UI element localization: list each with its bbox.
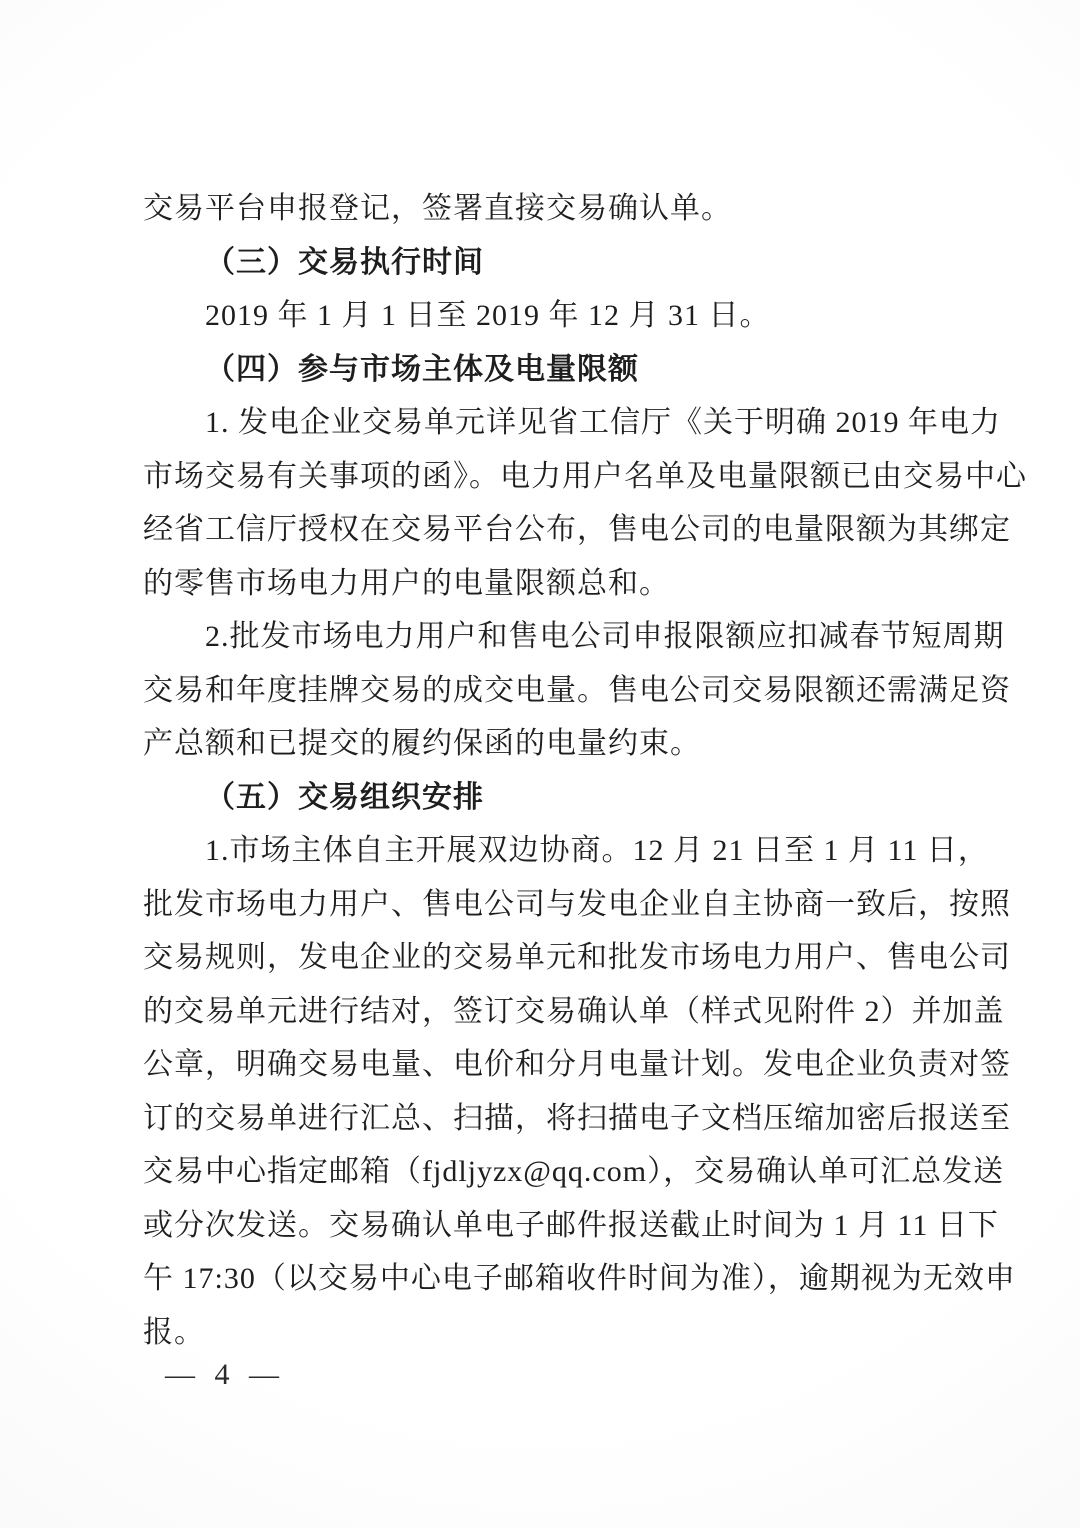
text-line: 交易和年度挂牌交易的成交电量。售电公司交易限额还需满足资 [143,673,1011,707]
text-line: 报。 [143,1315,205,1349]
text-line: 经省工信厅授权在交易平台公布，售电公司的电量限额为其绑定 [143,513,1011,546]
text-line: 交易中心指定邮箱（fjdljyzx@qq.com），交易确认单可汇总发送 [143,1155,1005,1188]
document-body [143,182,1027,1359]
text-line: 的零售市场电力用户的电量限额总和。 [143,566,670,600]
page-number: — 4 — [165,1358,285,1391]
text-line: 午 17:30（以交易中心电子邮箱收件时间为准），逾期视为无效申 [143,1262,1016,1295]
text-line: 或分次发送。交易确认单电子邮件报送截止时间为 1 月 11 日下 [143,1208,999,1242]
text-line: 市场交易有关事项的函》。电力用户名单及电量限额已由交易中心 [143,459,1027,493]
text-line: 订的交易单进行汇总、扫描，将扫描电子文档压缩加密后报送至 [143,1101,1011,1135]
text-line: 2.批发市场电力用户和售电公司申报限额应扣减春节短周期 [205,620,1005,653]
text-line: 产总额和已提交的履约保函的电量约束。 [143,727,701,760]
text-line: 2019 年 1 月 1 日至 2019 年 12 月 31 日。 [205,299,771,332]
text-line: 批发市场电力用户、售电公司与发电企业自主协商一致后，按照 [143,887,1011,921]
text-line: 交易平台申报登记，签署直接交易确认单。 [143,192,732,225]
section-heading: （五）交易组织安排 [205,780,484,814]
section-heading: （四）参与市场主体及电量限额 [205,352,639,386]
text-line: 1. 发电企业交易单元详见省工信厅《关于明确 2019 年电力 [205,406,1001,439]
text-line: 1.市场主体自主开展双边协商。12 月 21 日至 1 月 11 日， [205,834,989,867]
text-line: 交易规则，发电企业的交易单元和批发市场电力用户、售电公司 [143,941,1011,974]
section-heading: （三）交易执行时间 [205,245,484,279]
text-line: 公章，明确交易电量、电价和分月电量计划。发电企业负责对签 [143,1048,1011,1081]
text-line: 的交易单元进行结对，签订交易确认单（样式见附件 2）并加盖 [143,994,1005,1028]
